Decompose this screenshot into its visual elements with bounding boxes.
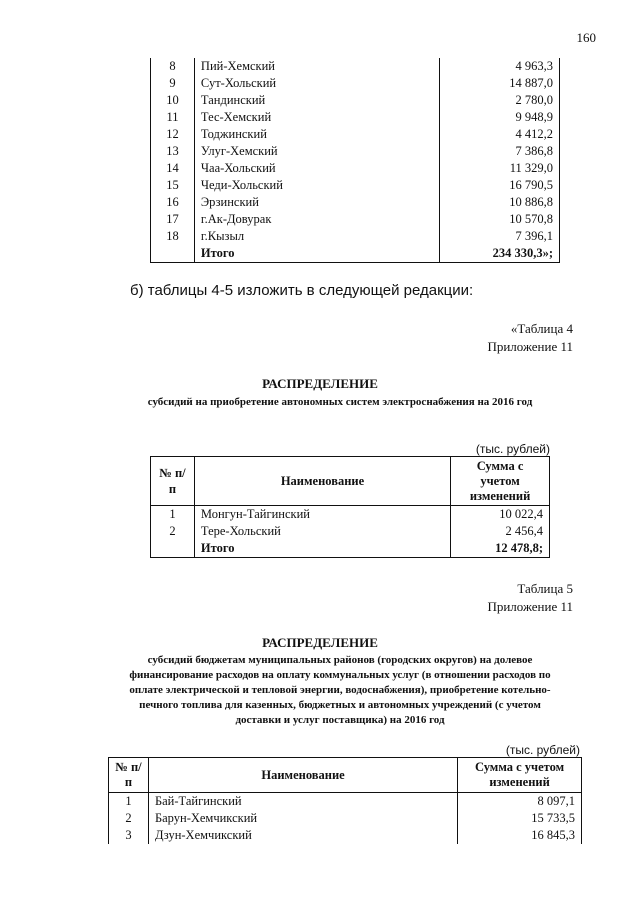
table4-caption-2: Приложение 11 — [487, 339, 573, 354]
table5-units: (тыс. рублей) — [505, 743, 580, 757]
row-value: 11 329,0 — [440, 160, 560, 177]
row-number: 1 — [109, 793, 149, 811]
table4-header-row — [151, 457, 550, 506]
row-name: г.Кызыл — [194, 228, 439, 245]
row-value: 4 412,2 — [440, 126, 560, 143]
row-value: 2 456,4 — [451, 523, 550, 540]
row-name: Тандинский — [194, 92, 439, 109]
table-row — [109, 793, 582, 811]
row-number: 13 — [151, 143, 195, 160]
row-name: г.Ак-Довурак — [194, 211, 439, 228]
row-number: 8 — [151, 58, 195, 75]
row-value: 10 886,8 — [440, 194, 560, 211]
row-number: 18 — [151, 228, 195, 245]
table4 — [150, 456, 550, 558]
col-sum-header: Сумма с учетом изменений — [451, 457, 550, 506]
row-name: Улуг-Хемский — [194, 143, 439, 160]
row-value: 8 097,1 — [458, 793, 582, 811]
table-row — [151, 506, 550, 524]
row-name: Барун-Хемчикский — [148, 810, 457, 827]
table-row — [151, 177, 560, 194]
table5-caption-1: Таблица 5 — [517, 581, 573, 596]
table-row — [109, 827, 582, 844]
row-number: 12 — [151, 126, 195, 143]
table-row — [151, 109, 560, 126]
col-num-header: № п/п — [151, 457, 195, 506]
row-name: Бай-Тайгинский — [148, 793, 457, 811]
table4-units: (тыс. рублей) — [475, 442, 550, 456]
row-value: 16 845,3 — [458, 827, 582, 844]
row-number: 9 — [151, 75, 195, 92]
table-row — [151, 75, 560, 92]
row-value: 10 570,8 — [440, 211, 560, 228]
table-top — [150, 58, 560, 263]
table-row — [151, 228, 560, 245]
table5-heading: РАСПРЕДЕЛЕНИЕ — [262, 635, 378, 650]
table-row — [151, 194, 560, 211]
col-name-header: Наименование — [148, 758, 457, 793]
total-value: 12 478,8; — [451, 540, 550, 558]
row-name: Сут-Хольский — [194, 75, 439, 92]
row-value: 4 963,3 — [440, 58, 560, 75]
row-value: 9 948,9 — [440, 109, 560, 126]
row-value: 15 733,5 — [458, 810, 582, 827]
row-value: 2 780,0 — [440, 92, 560, 109]
table-top-total-row — [151, 245, 560, 263]
row-name: Пий-Хемский — [194, 58, 439, 75]
row-number: 3 — [109, 827, 149, 844]
table-row — [109, 810, 582, 827]
row-number: 2 — [151, 523, 195, 540]
table4-heading: РАСПРЕДЕЛЕНИЕ — [262, 376, 378, 391]
table-row — [151, 523, 550, 540]
table4-total-row — [151, 540, 550, 558]
page-number: 160 — [576, 30, 596, 45]
row-value: 7 386,8 — [440, 143, 560, 160]
table5-header-row — [109, 758, 582, 793]
row-value: 16 790,5 — [440, 177, 560, 194]
table-row — [151, 211, 560, 228]
row-name: Тоджинский — [194, 126, 439, 143]
table-row — [151, 126, 560, 143]
row-value: 7 396,1 — [440, 228, 560, 245]
row-number: 2 — [109, 810, 149, 827]
row-number: 17 — [151, 211, 195, 228]
row-name: Чаа-Хольский — [194, 160, 439, 177]
table5-caption-2: Приложение 11 — [487, 599, 573, 614]
row-number: 1 — [151, 506, 195, 524]
total-label: Итого — [194, 245, 439, 263]
row-number: 11 — [151, 109, 195, 126]
table-row — [151, 58, 560, 75]
table-row — [151, 160, 560, 177]
row-number: 15 — [151, 177, 195, 194]
total-label: Итого — [194, 540, 450, 558]
table-row — [151, 92, 560, 109]
row-value: 10 022,4 — [451, 506, 550, 524]
table4-subheading: субсидий на приобретение автономных систем электроснабжения на 2016 год — [147, 396, 533, 408]
paragraph: б) таблицы 4-5 изложить в следующей редакции: — [130, 282, 474, 299]
row-name: Эрзинский — [194, 194, 439, 211]
row-name: Чеди-Хольский — [194, 177, 439, 194]
total-value: 234 330,3»; — [440, 245, 560, 263]
table5 — [108, 757, 582, 844]
col-sum-header: Сумма с учетом изменений — [458, 758, 582, 793]
col-name-header: Наименование — [194, 457, 450, 506]
table5-subheading: субсидий бюджетам муниципальных районов (городских округов) на долевое финансирование расходов на оплату коммунальных услуг (в отношении расходов по оплате электрической и тепловой энергии, водоснабжения), приобретение котельно-печного топлива для казенных, бюджетных и автономных учреждений (с учетом доставки и услуг поставщика) на 2016 год — [129, 654, 551, 726]
table4-caption-1: «Таблица 4 — [510, 321, 573, 336]
row-number: 16 — [151, 194, 195, 211]
col-num-header: № п/п — [109, 758, 149, 793]
row-name: Тес-Хемский — [194, 109, 439, 126]
row-name: Тере-Хольский — [194, 523, 450, 540]
row-number: 14 — [151, 160, 195, 177]
row-value: 14 887,0 — [440, 75, 560, 92]
table-row — [151, 143, 560, 160]
row-name: Монгун-Тайгинский — [194, 506, 450, 524]
row-number: 10 — [151, 92, 195, 109]
row-name: Дзун-Хемчикский — [148, 827, 457, 844]
